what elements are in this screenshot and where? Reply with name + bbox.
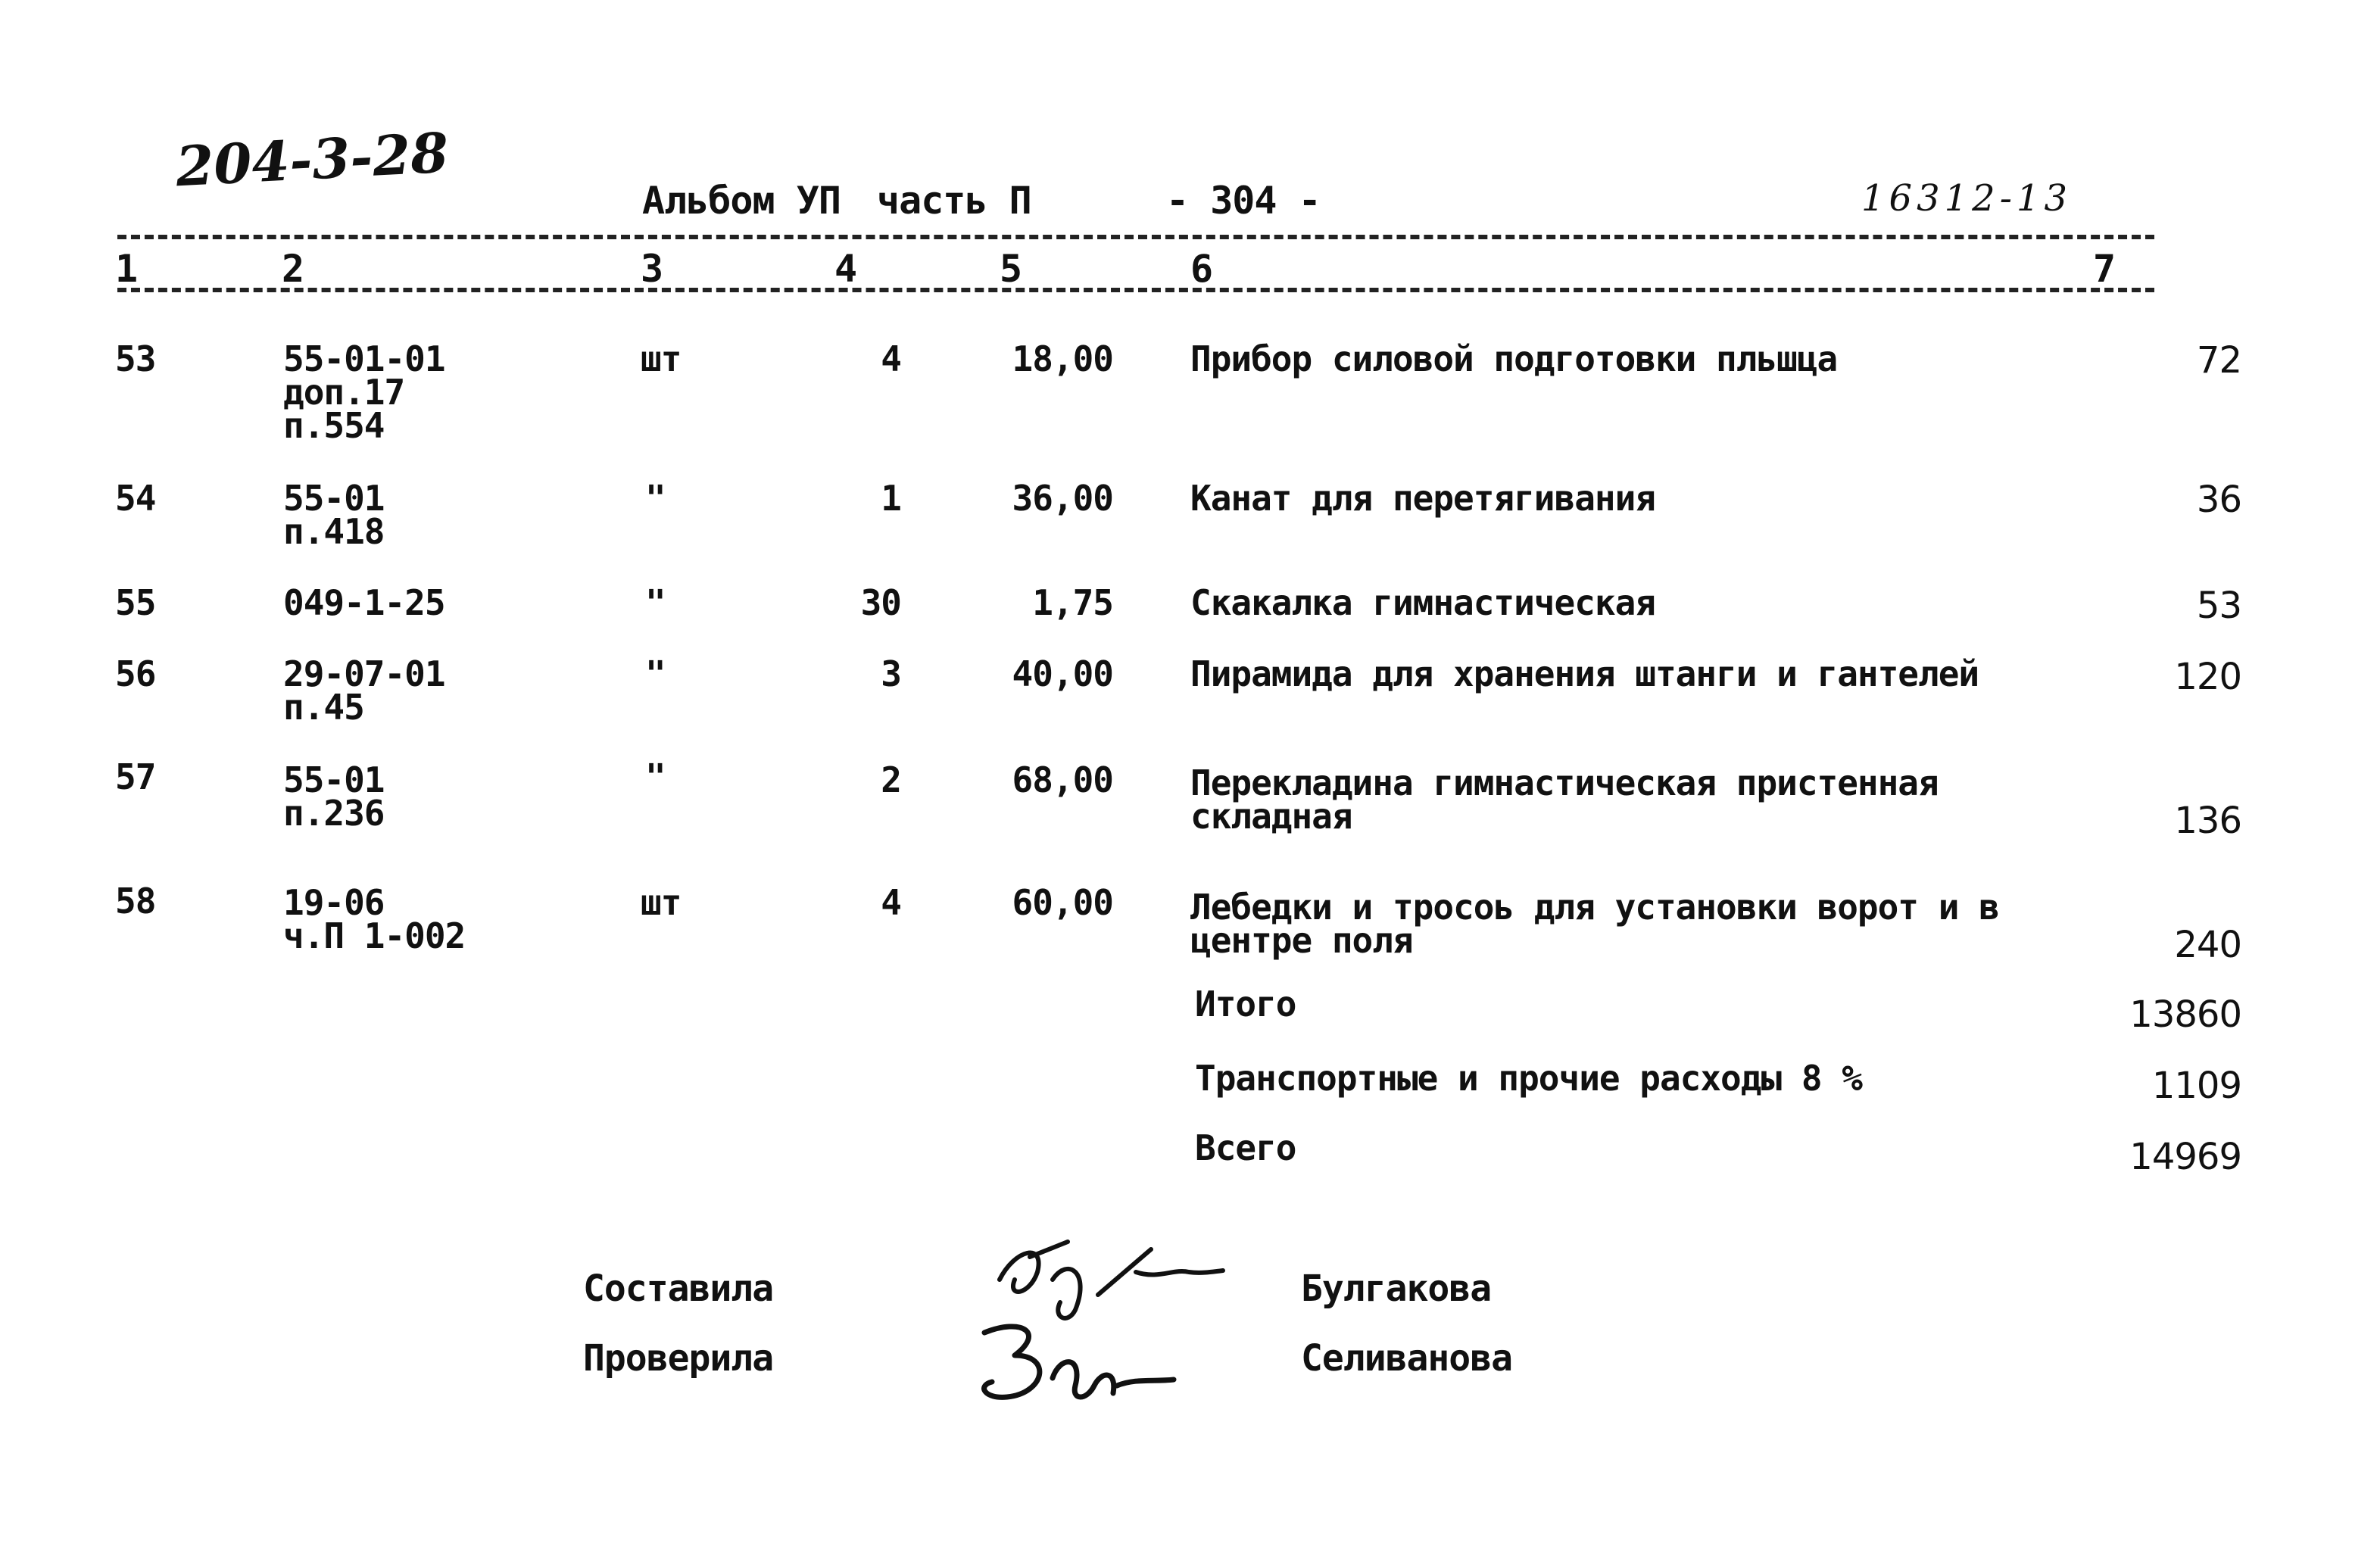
row-sum: 120 (2174, 656, 2241, 698)
row-quantity: 3 (881, 653, 901, 694)
checked-signature (954, 1310, 1181, 1423)
code-line: п.418 (283, 511, 385, 552)
header-rule-top (117, 235, 2154, 239)
row-price: 40,00 (1012, 653, 1113, 694)
row-number: 54 (115, 478, 156, 519)
row-code (283, 582, 445, 623)
row-unit: шт (641, 882, 682, 923)
column-number: 6 (1190, 247, 1214, 291)
row-name (1190, 338, 1838, 379)
row-name (1190, 887, 1999, 961)
name-line: Перекладина гимнастическая пристенная (1190, 762, 1939, 803)
row-quantity: 30 (860, 582, 901, 623)
row-quantity: 2 (881, 759, 901, 800)
subtotal-label: Итого (1195, 984, 1296, 1024)
row-number: 55 (115, 582, 156, 623)
name-line: Скакалка гимнастическая (1190, 582, 1655, 623)
code-line: 55-01 (283, 478, 385, 519)
code-line: 29-07-01 (283, 653, 445, 694)
name-line: Лебедки и тросоь для установки ворот и в (1190, 887, 1999, 928)
row-sum: 36 (2196, 479, 2241, 521)
code-line: 55-01 (283, 759, 385, 800)
column-number: 2 (282, 247, 305, 291)
row-unit: " (645, 653, 666, 694)
row-sum: 240 (2174, 924, 2241, 966)
compiled-name: Булгакова (1301, 1268, 1492, 1310)
checked-label: Проверила (583, 1337, 774, 1380)
transport-label: Транспортные и прочие расходы 8 % (1195, 1058, 1862, 1099)
row-unit: шт (641, 338, 682, 379)
code-line: п.45 (283, 687, 364, 728)
name-line: центре поля (1190, 920, 1413, 961)
row-code (283, 882, 466, 956)
subtotal-value: 13860 (2129, 993, 2241, 1036)
code-line: ч.П 1-002 (283, 915, 466, 956)
row-name (1190, 478, 1655, 519)
row-sum: 136 (2174, 800, 2241, 842)
column-number: 4 (834, 247, 858, 291)
name-line: Пирамида для хранения штанги и гантелей (1190, 653, 1979, 694)
row-unit: " (645, 478, 666, 519)
row-number: 53 (115, 338, 156, 379)
row-code (283, 653, 445, 728)
code-line: 55-01-01 (283, 338, 445, 379)
name-line: Канат для перетягивания (1190, 478, 1655, 519)
column-number: 3 (641, 247, 664, 291)
column-number: 7 (2093, 247, 2116, 291)
column-number: 5 (1000, 247, 1023, 291)
row-sum: 53 (2196, 585, 2241, 627)
transport-value: 1109 (2151, 1065, 2241, 1107)
row-unit: " (645, 582, 666, 623)
row-sum: 72 (2196, 339, 2241, 382)
row-name (1190, 653, 1979, 694)
total-label: Всего (1195, 1127, 1296, 1168)
row-number: 58 (115, 881, 156, 921)
row-price: 18,00 (1012, 338, 1113, 379)
album-label: Альбом УП (642, 179, 841, 223)
row-number: 57 (115, 756, 156, 797)
row-quantity: 4 (881, 338, 901, 379)
code-line: 049-1-25 (283, 582, 445, 623)
row-quantity: 1 (881, 478, 901, 519)
row-price: 68,00 (1012, 759, 1113, 800)
code-line: п.554 (283, 405, 385, 446)
row-name (1190, 582, 1655, 623)
handwritten-code: 204-3-28 (174, 120, 451, 199)
code-line: 19-06 (283, 882, 385, 923)
header-rule-bottom (117, 288, 2154, 292)
row-unit: " (645, 756, 666, 797)
row-code (283, 759, 385, 834)
part-label: часть П (877, 179, 1031, 223)
row-number: 56 (115, 653, 156, 694)
checked-name: Селиванова (1301, 1337, 1512, 1380)
inventory-number: 16312-13 (1861, 177, 2072, 220)
total-value: 14969 (2129, 1136, 2241, 1178)
row-price: 60,00 (1012, 882, 1113, 923)
name-line: складная (1190, 796, 1352, 837)
compiled-label: Составила (583, 1268, 774, 1310)
page-number: - 304 - (1166, 179, 1321, 223)
name-line: Прибор силовой подготовки пльшца (1190, 338, 1838, 379)
code-line: п.236 (283, 793, 385, 834)
row-quantity: 4 (881, 882, 901, 923)
row-name (1190, 762, 1939, 837)
row-code (283, 478, 385, 552)
row-code (283, 338, 445, 446)
row-price: 1,75 (1032, 582, 1113, 623)
row-price: 36,00 (1012, 478, 1113, 519)
code-line: доп.17 (283, 372, 405, 413)
column-number: 1 (115, 247, 139, 291)
